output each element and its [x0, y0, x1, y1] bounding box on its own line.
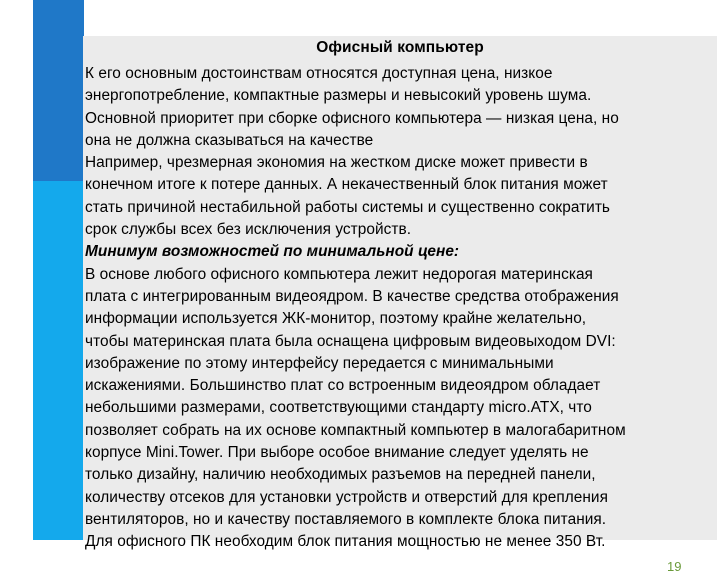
body-line: искажениями. Большинство плат со встроенным видеоядром обладает: [85, 377, 601, 395]
body-line: количеству отсеков для установки устройств и отверстий для крепления: [85, 488, 608, 506]
body-line: Для офисного ПК необходим блок питания мощностью не менее 350 Вт.: [85, 533, 606, 551]
body-line: Например, чрезмерная экономия на жестком диске может привести в: [85, 154, 588, 172]
body-line: вентиляторов, но и качеству поставляемого в комплекте блока питания.: [85, 510, 607, 528]
accent-bar-top: [33, 0, 84, 181]
body-line: энергопотребление, компактные размеры и невысокий уровень шума.: [85, 87, 592, 105]
body-line: Основной приоритет при сборке офисного компьютера — низкая цена, но: [85, 109, 619, 127]
body-line: чтобы материнская плата была оснащена цифровым видеовыходом DVI:: [85, 332, 616, 350]
accent-bar-bottom: [33, 181, 84, 540]
section-heading: Минимум возможностей по минимальной цене:: [85, 243, 460, 261]
body-line: только дизайну, наличию необходимых разъемов на передней панели,: [85, 466, 596, 484]
left-margin: [0, 0, 33, 540]
page-number: 19: [667, 559, 682, 574]
slide-body: [85, 63, 717, 554]
slide-text-block: [83, 36, 717, 574]
body-line: В основе любого офисного компьютера лежит недорогая материнская: [85, 265, 593, 283]
body-line: корпусе Mini.Tower. При выборе особое внимание следует уделять не: [85, 444, 589, 462]
body-line: она не должна сказываться на качестве: [85, 131, 374, 149]
body-line: срок службы всех без исключения устройств.: [85, 221, 412, 239]
body-line: позволяет собрать на их основе компактный компьютер в малогабаритном: [85, 421, 626, 439]
body-line: изображение по этому интерфейсу передается с минимальными: [85, 354, 554, 372]
slide-title: Офисный компьютер: [316, 39, 484, 56]
body-line: информации используется ЖК-монитор, поэтому крайне желательно,: [85, 310, 587, 328]
body-line: К его основным достоинствам относятся доступная цена, низкое: [85, 65, 553, 82]
body-line: стать причиной нестабильной работы системы и существенно сократить: [85, 198, 611, 216]
body-line: конечном итоге к потере данных. А некачественный блок питания может: [85, 176, 608, 194]
body-line: небольшими размерами, соответствующими стандарту micro.ATX, что: [85, 399, 592, 417]
body-line: плата с интегрированным видеоядром. В качестве средства отображения: [85, 287, 619, 305]
